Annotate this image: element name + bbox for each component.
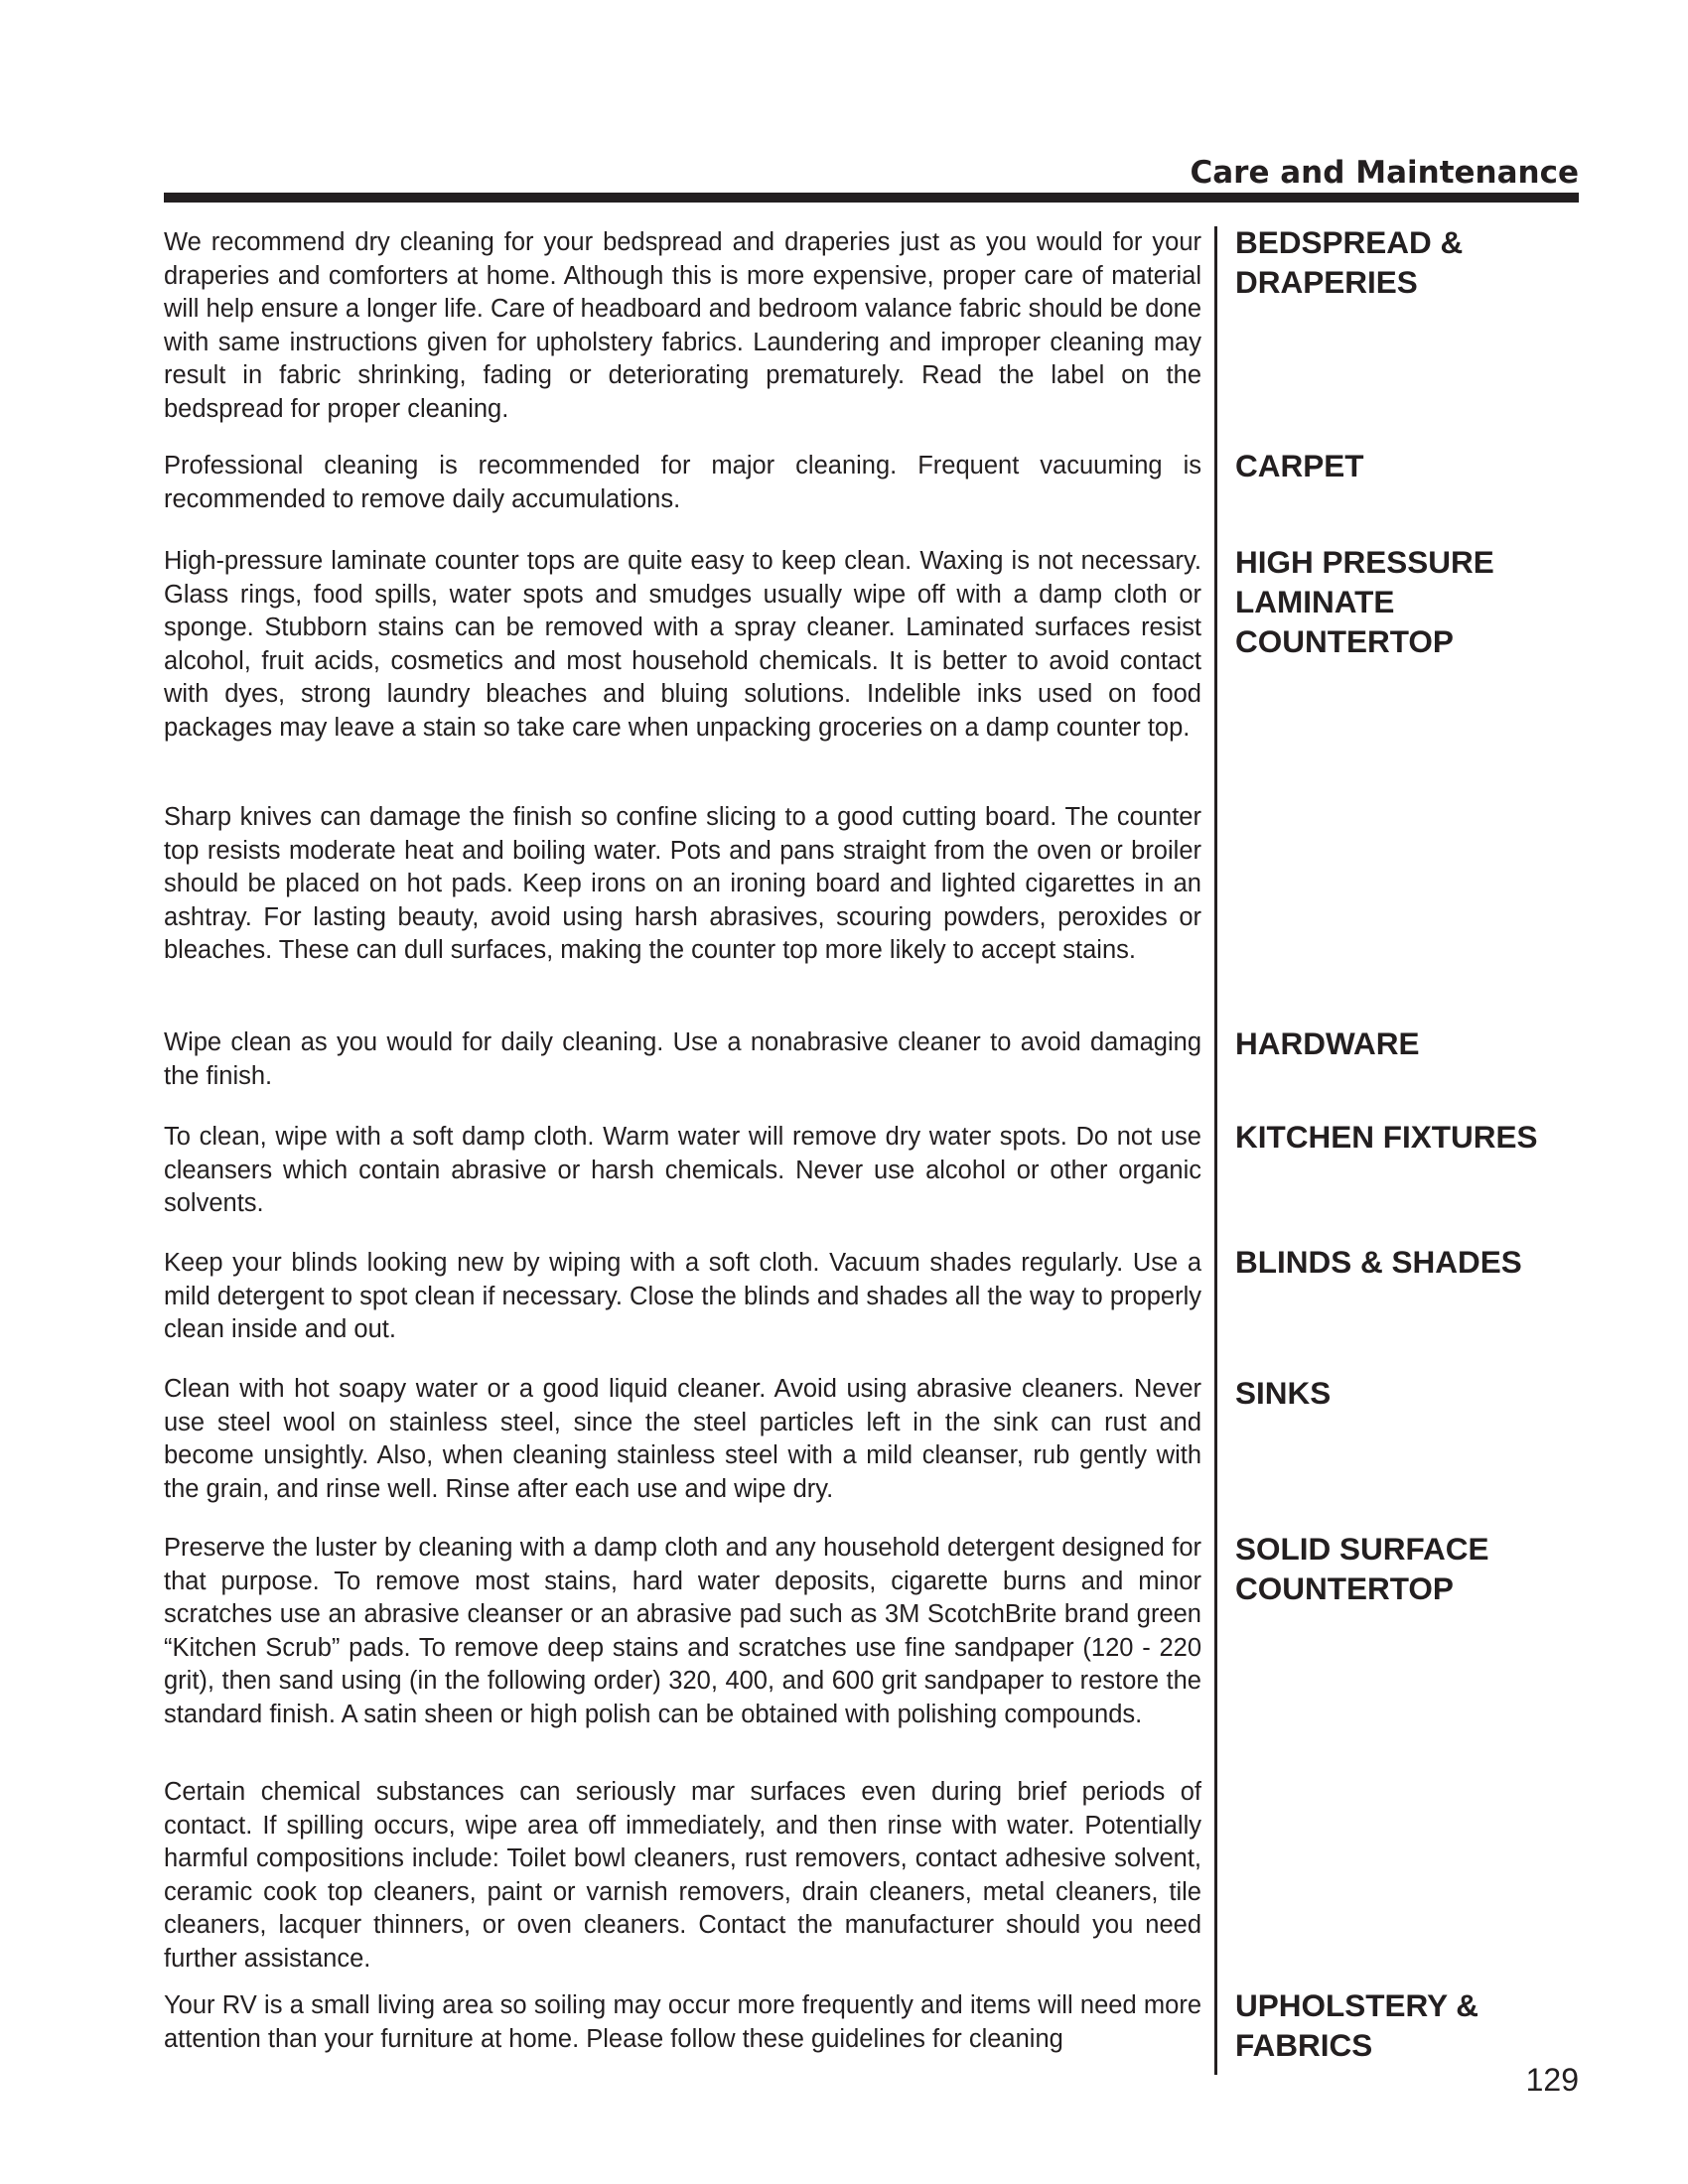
section-heading-blinds: BLINDS & SHADES	[1235, 1244, 1522, 1280]
section-heading-upholstery: UPHOLSTERY & FABRICS	[1235, 1987, 1479, 2063]
paragraph-blinds: Keep your blinds looking new by wiping with a soft cloth. Vacuum shades regularly. Use a mild detergent to spot clean if necessary. Close the blinds and shades all the way to properly clean inside and out.	[164, 1249, 1201, 1344]
section-heading-sinks: SINKS	[1235, 1375, 1332, 1411]
paragraph-bedspread: We recommend dry cleaning for your bedspread and draperies just as you would for your draperies and comforters at home. Although this is more expensive, proper care of material will help ensure a longer life. Care of headboard and bedroom valance fabric should be done with same instructions given for upholstery fabrics. Laundering and improper cleaning may result in fabric shrinking, fading or deteriorating prematurely. Read the label on the bedspread for proper cleaning.	[164, 228, 1201, 423]
column-divider	[1214, 226, 1217, 2075]
section-heading-kitchen-fixtures: KITCHEN FIXTURES	[1235, 1119, 1538, 1155]
section-heading-solid-surface: SOLID SURFACE COUNTERTOP	[1235, 1531, 1489, 1606]
page-number: 129	[1525, 2062, 1579, 2098]
header-rule	[164, 193, 1579, 203]
paragraph-carpet: Professional cleaning is recommended for major cleaning. Frequent vacuuming is recommended to remove daily accumulations.	[164, 452, 1201, 513]
paragraph-upholstery: Your RV is a small living area so soiling may occur more frequently and items will need more attention than your furniture at home. Please follow these guidelines for cleaning	[164, 1991, 1201, 2053]
page-header-title: Care and Maintenance	[1190, 155, 1579, 191]
section-heading-hardware: HARDWARE	[1235, 1025, 1420, 1061]
section-heading-laminate: HIGH PRESSURE LAMINATE COUNTERTOP	[1235, 544, 1494, 659]
paragraph-hardware: Wipe clean as you would for daily cleaning. Use a nonabrasive cleaner to avoid damaging the finish.	[164, 1028, 1201, 1090]
section-heading-bedspread: BEDSPREAD & DRAPERIES	[1235, 224, 1464, 300]
paragraph-kitchen-fixtures: To clean, wipe with a soft damp cloth. Warm water will remove dry water spots. Do not use cleansers which contain abrasive or harsh chemicals. Never use alcohol or other organic solvents.	[164, 1123, 1201, 1218]
paragraph-sinks: Clean with hot soapy water or a good liquid cleaner. Avoid using abrasive cleaners. Never use steel wool on stainless steel, since the steel particles left in the sink can rust and become unsightly. Also, when cleaning stainless steel with a mild cleanser, rub gently with the grain, and rinse well. Rinse after each use and wipe dry.	[164, 1375, 1201, 1503]
paragraph-solid-surface-1: Preserve the luster by cleaning with a damp cloth and any household detergent designed for that purpose. To remove most stains, hard water deposits, cigarette burns and minor scratches use an abrasive cleanser or an abrasive pad such as 3M ScotchBrite brand green “Kitchen Scrub” pads. To remove deep stains and scratches use fine sandpaper (120 - 220 grit), then sand using (in the following order) 320, 400, and 600 grit sandpaper to restore the standard finish. A satin sheen or high polish can be obtained with polishing compounds.	[164, 1534, 1201, 1728]
section-heading-carpet: CARPET	[1235, 448, 1364, 483]
paragraph-solid-surface-2: Certain chemical substances can seriously mar surfaces even during brief periods of contact. If spilling occurs, wipe area off immediately, and then rinse with water. Potentially harmful compositions include: Toilet bowl cleaners, rust removers, contact adhesive solvent, ceramic cook top cleaners, paint or varnish removers, drain cleaners, metal cleaners, tile cleaners, lacquer thinners, or oven cleaners. Contact the manufacturer should you need further assistance.	[164, 1778, 1201, 1973]
paragraph-laminate-1: High-pressure laminate counter tops are quite easy to keep clean. Waxing is not necessary. Glass rings, food spills, water spots and smudges usually wipe off with a damp cloth or sponge. Stubborn stains can be removed with a spray cleaner. Laminated surfaces resist alcohol, fruit acids, cosmetics and most household chemicals. It is better to avoid contact with dyes, strong laundry bleaches and bluing solutions. Indelible inks used on food packages may leave a stain so take care when unpacking groceries on a damp counter top.	[164, 547, 1201, 742]
paragraph-laminate-2: Sharp knives can damage the finish so confine slicing to a good cutting board. The counter top resists moderate heat and boiling water. Pots and pans straight from the oven or broiler should be placed on hot pads. Keep irons on an ironing board and lighted cigarettes in an ashtray. For lasting beauty, avoid using harsh abrasives, scouring powders, peroxides or bleaches. These can dull surfaces, making the counter top more likely to accept stains.	[164, 803, 1201, 965]
